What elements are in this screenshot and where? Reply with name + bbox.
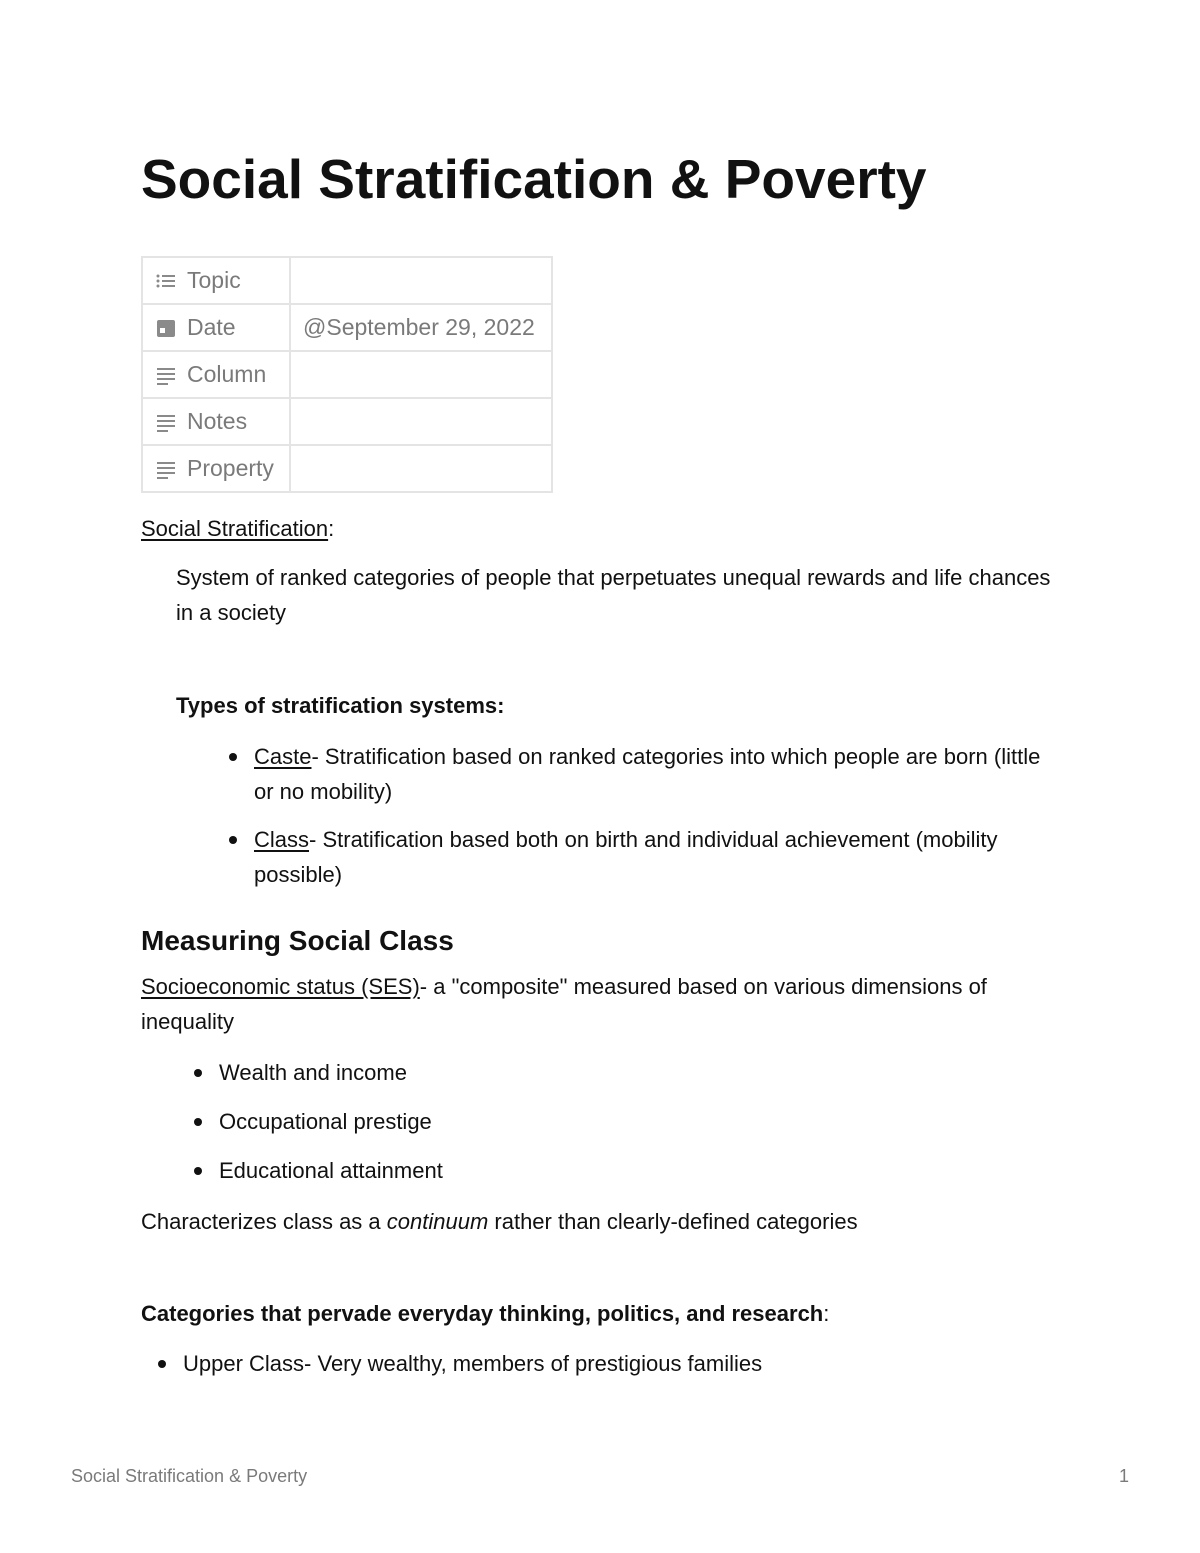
text-lines-icon <box>155 364 177 386</box>
text-lines-icon <box>155 458 177 480</box>
properties-table <box>141 256 553 493</box>
property-row-column[interactable] <box>142 351 552 398</box>
list-item: Educational attainment <box>219 1153 919 1188</box>
property-row-property[interactable] <box>142 445 552 492</box>
page-title: Social Stratification & Poverty <box>141 148 927 210</box>
ses-term: Socioeconomic status (SES) <box>141 974 420 999</box>
types-list <box>254 739 1064 892</box>
property-key: Topic <box>187 267 241 293</box>
section-heading-measuring: Measuring Social Class <box>141 925 454 956</box>
bullet-icon <box>229 753 237 761</box>
list-item: Occupational prestige <box>219 1104 919 1139</box>
property-row-date[interactable] <box>142 304 552 351</box>
property-row-topic[interactable] <box>142 257 552 304</box>
calendar-icon <box>155 317 177 339</box>
property-value[interactable] <box>290 351 552 398</box>
property-value[interactable] <box>290 398 552 445</box>
bullet-icon <box>194 1069 202 1077</box>
stratification-term: Social Stratification <box>141 516 329 541</box>
categories-heading: Categories that pervade everyday thinking, politics, and research: <box>141 1301 830 1326</box>
bullet-icon <box>194 1167 202 1175</box>
types-heading: Types of stratification systems: <box>176 693 505 718</box>
bullet-icon <box>194 1118 202 1126</box>
property-key: Date <box>187 314 236 340</box>
ses-dimensions-list <box>219 1055 919 1188</box>
property-value[interactable]: @September 29, 2022 <box>290 304 552 351</box>
text-lines-icon <box>155 411 177 433</box>
list-item: Wealth and income <box>219 1055 919 1090</box>
property-key: Property <box>187 455 274 481</box>
property-row-notes[interactable] <box>142 398 552 445</box>
characterizes-text: Characterizes class as a continuum rather than clearly-defined categories <box>141 1209 858 1234</box>
categories-list <box>183 1346 983 1381</box>
ses-definition: Socioeconomic status (SES)- a "composite" measured based on various dimensions of inequality <box>141 974 987 1034</box>
footer-page-number: 1 <box>1118 1466 1129 1486</box>
bullet-icon <box>158 1360 166 1368</box>
stratification-term-line: Social Stratification: <box>141 516 335 541</box>
footer-doc-title: Social Stratification & Poverty <box>71 1466 308 1486</box>
list-item: Upper Class- Very wealthy, members of prestigious families <box>183 1346 983 1381</box>
class-term: Class <box>254 827 310 852</box>
property-value[interactable] <box>290 257 552 304</box>
list-icon <box>155 270 177 292</box>
caste-term: Caste <box>254 744 312 769</box>
property-key: Column <box>187 361 267 387</box>
property-key: Notes <box>187 408 248 434</box>
bullet-icon <box>229 836 237 844</box>
property-value[interactable] <box>290 445 552 492</box>
stratification-definition: System of ranked categories of people that perpetuates unequal rewards and life chances in a society <box>176 565 1051 625</box>
list-item: Class- Stratification based both on birth and individual achievement (mobility possible) <box>254 822 1064 892</box>
list-item: Caste- Stratification based on ranked categories into which people are born (little or no mobility) <box>254 739 1064 809</box>
